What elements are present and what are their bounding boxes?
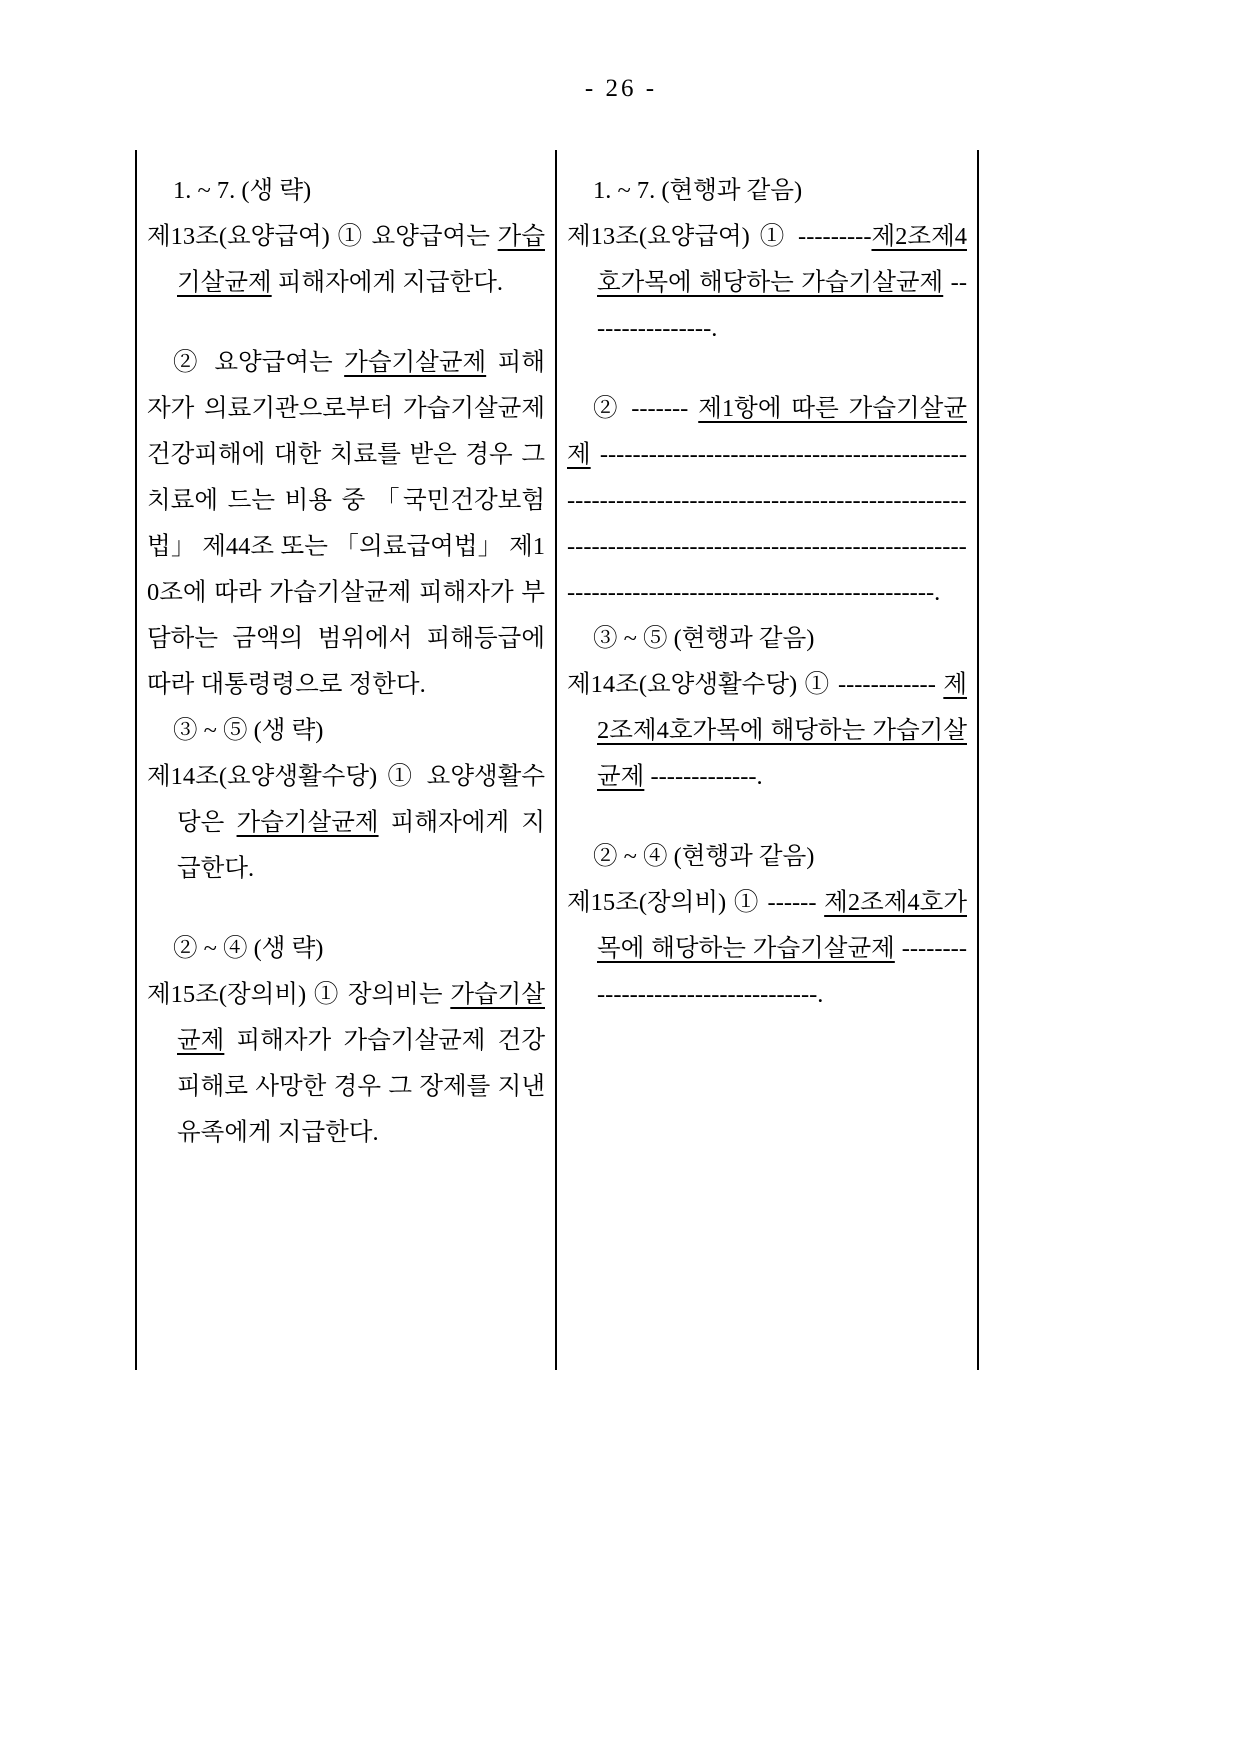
paragraph-text: ② ~ ④ (현행과 같음) (593, 843, 815, 870)
amended-text: 제2조제4호가목에 해당하는 가습기살균제 (597, 671, 967, 790)
paragraph-text: 1. ~ 7. (생 략) (173, 177, 312, 204)
paragraph-l4 (147, 708, 545, 754)
paragraph-r3 (567, 386, 967, 616)
paragraph-text: 제14조(요양생활수당) ① ------------ (567, 671, 944, 698)
paragraph-r6 (567, 834, 967, 880)
amended-text: 제2조제4호가목에 해당하는 가습기살균제 (597, 223, 967, 296)
paragraph-l7 (147, 972, 545, 1156)
paragraph-text: 제15조(장의비) ① ------ (567, 889, 825, 916)
paragraph-l6 (147, 926, 545, 972)
comparison-table (135, 150, 979, 1370)
paragraph-r7 (567, 880, 967, 1018)
paragraph-text: 제15조(장의비) ① 장의비는 (147, 981, 451, 1008)
amended-text: 가습기살균제 (177, 223, 545, 296)
amendment-column (557, 150, 977, 1370)
paragraph-text: ③ ~ ⑤ (현행과 같음) (593, 625, 815, 652)
amended-text: 가습기살균제 (177, 981, 545, 1054)
paragraph-tail: -------------. (644, 763, 763, 790)
paragraph-text: ② ~ ④ (생 략) (173, 935, 324, 962)
paragraph-l2 (147, 214, 545, 306)
paragraph-l5 (147, 754, 545, 892)
paragraph-tail: 피해자에게 지급한다. (271, 269, 504, 296)
paragraph-tail: 피해자에게 지급한다. (177, 809, 545, 882)
paragraph-text: 제14조(요양생활수당) ① 요양생활수당은 (147, 763, 545, 836)
amended-text: 제1항에 따른 가습기살균제 (567, 395, 967, 468)
paragraph-r2 (567, 214, 967, 352)
paragraph-text: 제13조(요양급여) ① 요양급여는 (147, 223, 498, 250)
paragraph-tail: ----------------. (597, 269, 967, 342)
paragraph-r1 (567, 168, 967, 214)
paragraph-tail: 피해자가 가습기살균제 건강피해로 사망한 경우 그 장제를 지낸 유족에게 지급한다. (177, 1027, 545, 1146)
paragraph-text: ② ------- (593, 395, 699, 422)
paragraph-tail: 피해자가 의료기관으로부터 가습기살균제 건강피해에 대한 치료를 받은 경우 그 치료에 드는 비용 중 「국민건강보험법」 제44조 또는 「의료급여법」 제10조에 따라 가습기살균제 피해자가 부담하는 금액의 범위에서 피해등급에 따라 대통령령으로 정한다. (147, 349, 545, 698)
paragraph-text: 1. ~ 7. (현행과 같음) (593, 177, 803, 204)
paragraph-text: ② 요양급여는 (173, 349, 345, 376)
paragraph-l1 (147, 168, 545, 214)
amended-text: 가습기살균제 (236, 809, 379, 836)
page-number: - 26 - (584, 75, 658, 102)
paragraph-tail: -----------------------------------. (597, 935, 967, 1008)
paragraph-text: ③ ~ ⑤ (생 략) (173, 717, 324, 744)
paragraph-tail: --------------------------------------------------------------------------------------------------------------------------------------------------------------------------------------------. (567, 441, 967, 606)
paragraph-r5 (567, 662, 967, 800)
amended-text: 제2조제4호가목에 해당하는 가습기살균제 (597, 889, 967, 962)
paragraph-text: 제13조(요양급여) ① --------- (567, 223, 872, 250)
current-law-column (137, 150, 557, 1370)
amended-text: 가습기살균제 (344, 349, 487, 376)
paragraph-r4 (567, 616, 967, 662)
paragraph-l3 (147, 340, 545, 708)
